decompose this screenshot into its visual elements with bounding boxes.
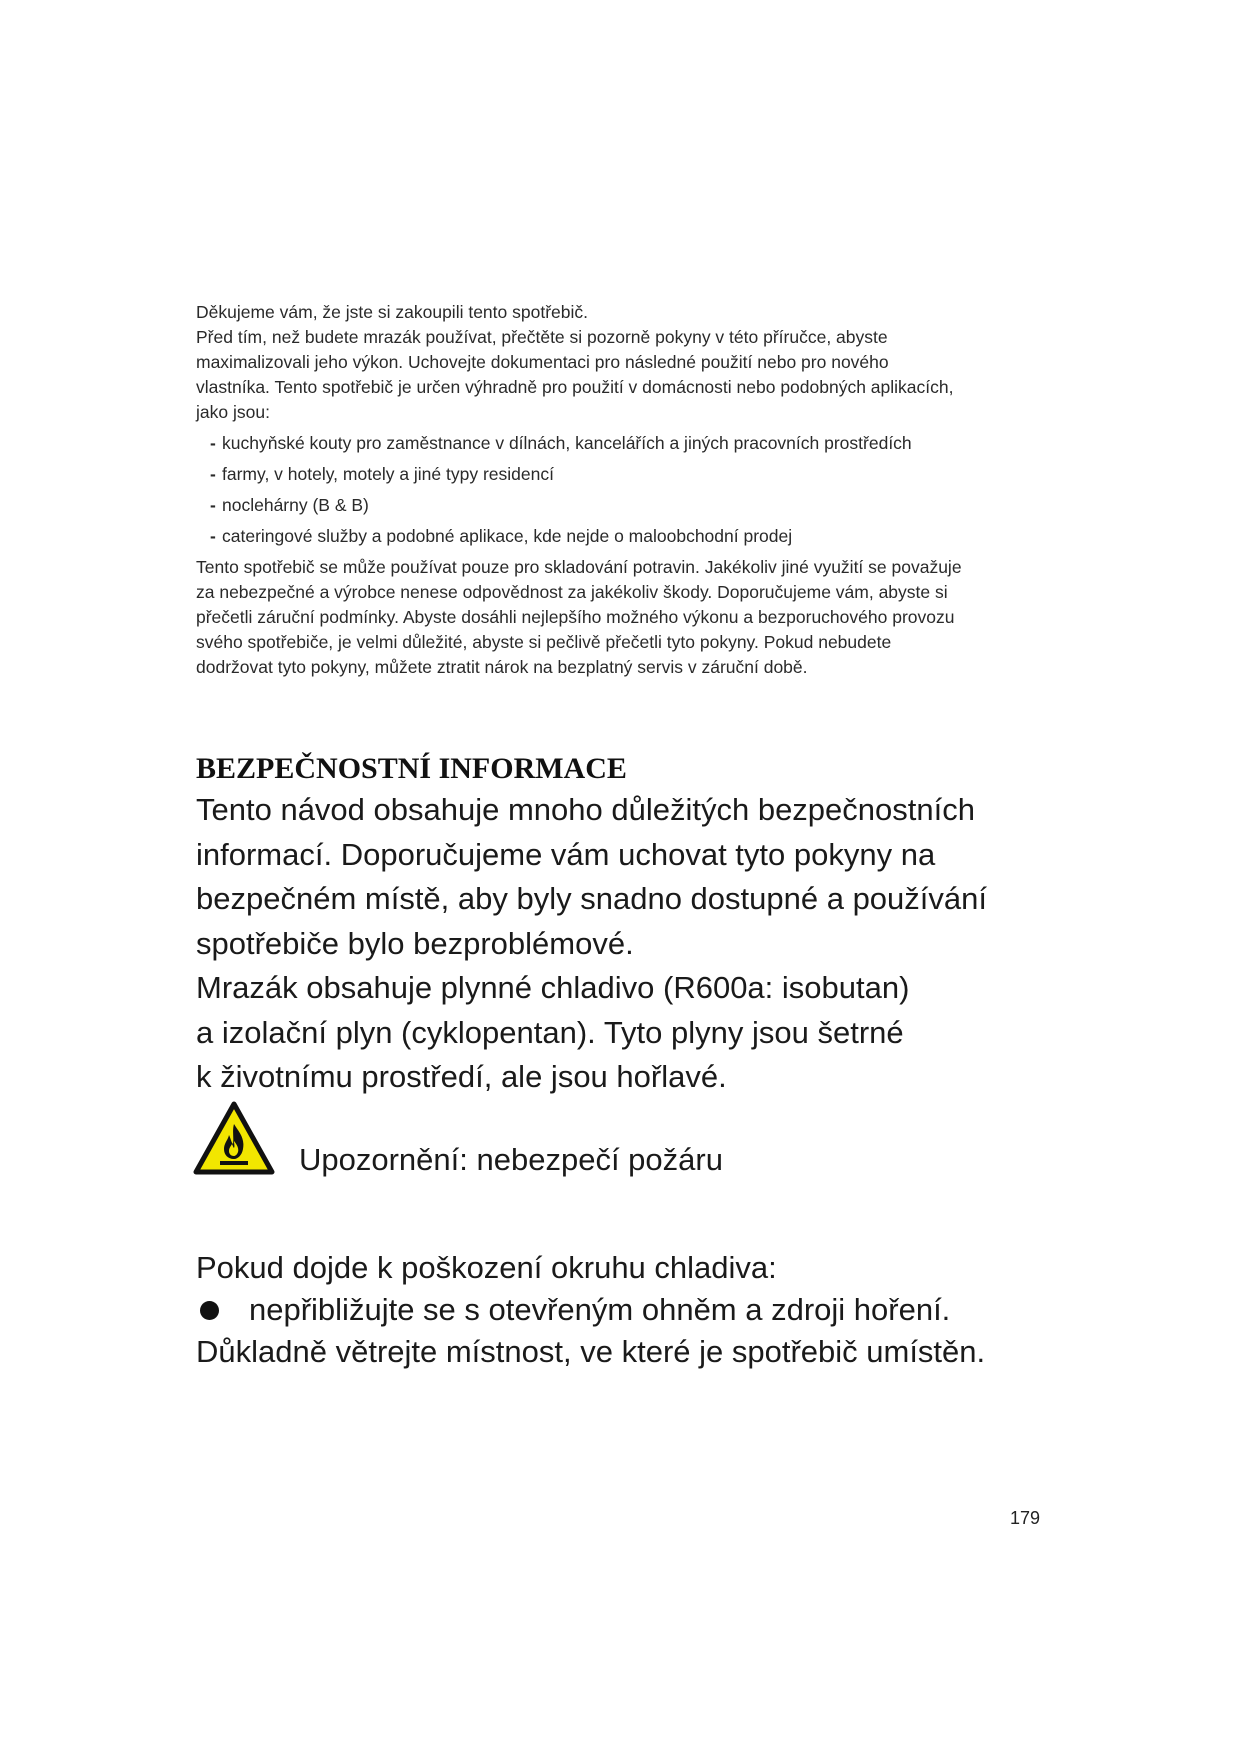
intro-line: vlastníka. Tento spotřebič je určen výhradně pro použití v domácnosti nebo podobných aplikacích, [196, 377, 954, 397]
usage-list [210, 428, 1056, 552]
refrigerant-damage-section [196, 1247, 1116, 1373]
usage-list-item-text: cateringové služby a podobné aplikace, kde nejde o maloobchodní prodej [222, 526, 793, 546]
damage-lead: Pokud dojde k poškození okruhu chladiva: [196, 1250, 777, 1285]
dash-bullet-icon: - [210, 495, 216, 515]
damage-bullet [196, 1289, 1116, 1331]
dash-bullet-icon: - [210, 433, 216, 453]
intro-line: Děkujeme vám, že jste si zakoupili tento spotřebič. [196, 302, 588, 322]
usage-list-item [210, 428, 1056, 459]
usage-list-item-text: noclehárny (B & B) [222, 495, 369, 515]
safety-line: a izolační plyn (cyklopentan). Tyto plyny jsou šetrné [196, 1014, 904, 1050]
usage-list-item-text: kuchyňské kouty pro zaměstnance v dílnách, kancelářích a jiných pracovních prostředích [222, 433, 912, 453]
safety-heading: BEZPEČNOSTNÍ INFORMACE [196, 752, 627, 785]
safety-line: spotřebiče bylo bezproblémové. [196, 925, 634, 961]
safety-line: Tento návod obsahuje mnoho důležitých bezpečnostních [196, 792, 975, 827]
safety-line: k životnímu prostředí, ale jsou hořlavé. [196, 1059, 727, 1094]
intro-line: jako jsou: [196, 402, 270, 422]
flammable-warning-icon [193, 1100, 275, 1176]
safety-line: informací. Doporučujeme vám uchovat tyto pokyny na [196, 836, 936, 872]
closing-line: svého spotřebiče, je velmi důležité, abyste si pečlivě přečetli tyto pokyny. Pokud nebudete [196, 632, 892, 652]
closing-line: za nebezpečné a výrobce nenese odpovědnost za jakékoliv škody. Doporučujeme vám, abyste si [196, 582, 948, 602]
warning-text: Upozornění: nebezpečí požáru [299, 1142, 723, 1177]
usage-list-item [210, 459, 1056, 490]
page-number: 179 [1010, 1508, 1041, 1528]
dash-bullet-icon: - [210, 464, 216, 484]
safety-section [196, 750, 1096, 1100]
intro-section [196, 300, 1056, 680]
fire-warning [193, 1100, 1093, 1190]
intro-line: maximalizovali jeho výkon. Uchovejte dokumentaci pro následné použití nebo pro nového [196, 352, 889, 372]
closing-line: přečetli záruční podmínky. Abyste dosáhli nejlepšího možného výkonu a bezporuchového provozu [196, 607, 955, 627]
usage-list-item [210, 490, 1056, 521]
safety-line: Mrazák obsahuje plynné chladivo (R600a: isobutan) [196, 970, 910, 1005]
bullet-dot-icon [200, 1301, 219, 1320]
closing-line: Tento spotřebič se může používat pouze pro skladování potravin. Jakékoliv jiné využití se považuje [196, 557, 962, 577]
closing-line: dodržovat tyto pokyny, můžete ztratit nárok na bezplatný servis v záruční době. [196, 657, 808, 677]
dash-bullet-icon: - [210, 526, 216, 546]
intro-line: Před tím, než budete mrazák používat, přečtěte si pozorně pokyny v této příručce, abyste [196, 327, 888, 347]
usage-list-item-text: farmy, v hotely, motely a jiné typy residencí [222, 464, 554, 484]
damage-bullet-text: nepřibližujte se s otevřeným ohněm a zdroji hoření. [249, 1292, 951, 1327]
usage-list-item [210, 521, 1056, 552]
damage-after: Důkladně větrejte místnost, ve které je spotřebič umístěn. [196, 1334, 986, 1369]
intro-closing [196, 555, 1056, 680]
safety-line: bezpečném místě, aby byly snadno dostupné a používání [196, 881, 987, 916]
